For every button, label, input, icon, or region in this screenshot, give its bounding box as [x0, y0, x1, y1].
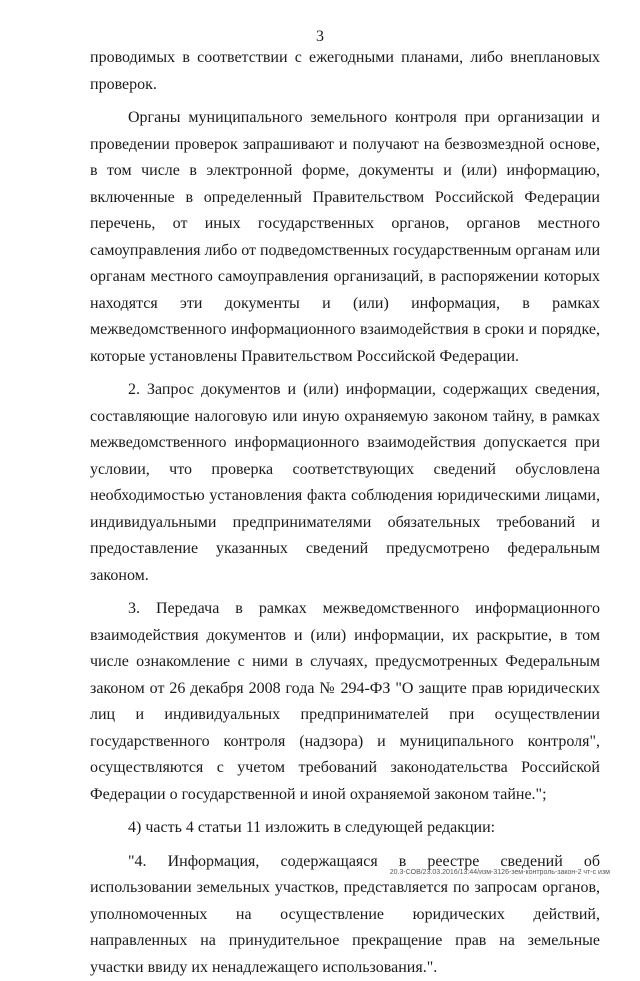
document-body: [90, 45, 600, 981]
paragraph-item-4-register-information: "4. Информация, содержащаяся в реестре сведений об использовании земельных участков, представляется по запросам органов, уполномоченных на осуществление юридических действий, направленных на принудительное прекращение прав на земельные участки ввиду их ненадлежащего использования.".: [90, 849, 600, 981]
page-number: 3: [0, 27, 640, 47]
paragraph-item-3-information-transfer: 3. Передача в рамках межведомственного информационного взаимодействия документов и (или) информации, их раскрытие, в том числе ознакомление с ними в случаях, предусмотренных Федеральным законом от 26 декабря 2008 года № 294-ФЗ "О защите прав юридических лиц и индивидуальных предпринимателей при осуществлении государственного контроля (надзора) и муниципального контроля", осуществляются с учетом требований законодательства Российской Федерации о государственной и иной охраняемой законом тайне.";: [90, 596, 600, 808]
footer-document-code: 20.3-СОВ/23.03.2016/13:44/изм-3126-зем-контроль-закон-2 чт-с изм: [390, 868, 610, 878]
paragraph-item-2-tax-secret-requests: 2. Запрос документов и (или) информации, содержащих сведения, составляющие налоговую или иную охраняемую законом тайну, в рамках межведомственного информационного взаимодействия допускается при условии, что проверка соответствующих сведений обусловлена необходимостью установления факта соблюдения юридическими лицами, индивидуальными предпринимателями обязательных требований и предоставление указанных сведений предусмотрено федеральным законом.: [90, 377, 600, 589]
paragraph-amendment-article-11: 4) часть 4 статьи 11 изложить в следующей редакции:: [90, 815, 600, 842]
paragraph-continuation: проводимых в соответствии с ежегодными планами, либо внеплановых проверок.: [90, 45, 600, 98]
paragraph-municipal-control-requests: Органы муниципального земельного контроля при организации и проведении проверок запрашивают и получают на безвозмездной основе, в том числе в электронной форме, документы и (или) информацию, включенные в определенный Правительством Российской Федерации перечень, от иных государственных органов, органов местного самоуправления либо от подведомственных государственным органам или органам местного самоуправления организаций, в распоряжении которых находятся эти документы и (или) информация, в рамках межведомственного информационного взаимодействия в сроки и порядке, которые установлены Правительством Российской Федерации.: [90, 105, 600, 370]
